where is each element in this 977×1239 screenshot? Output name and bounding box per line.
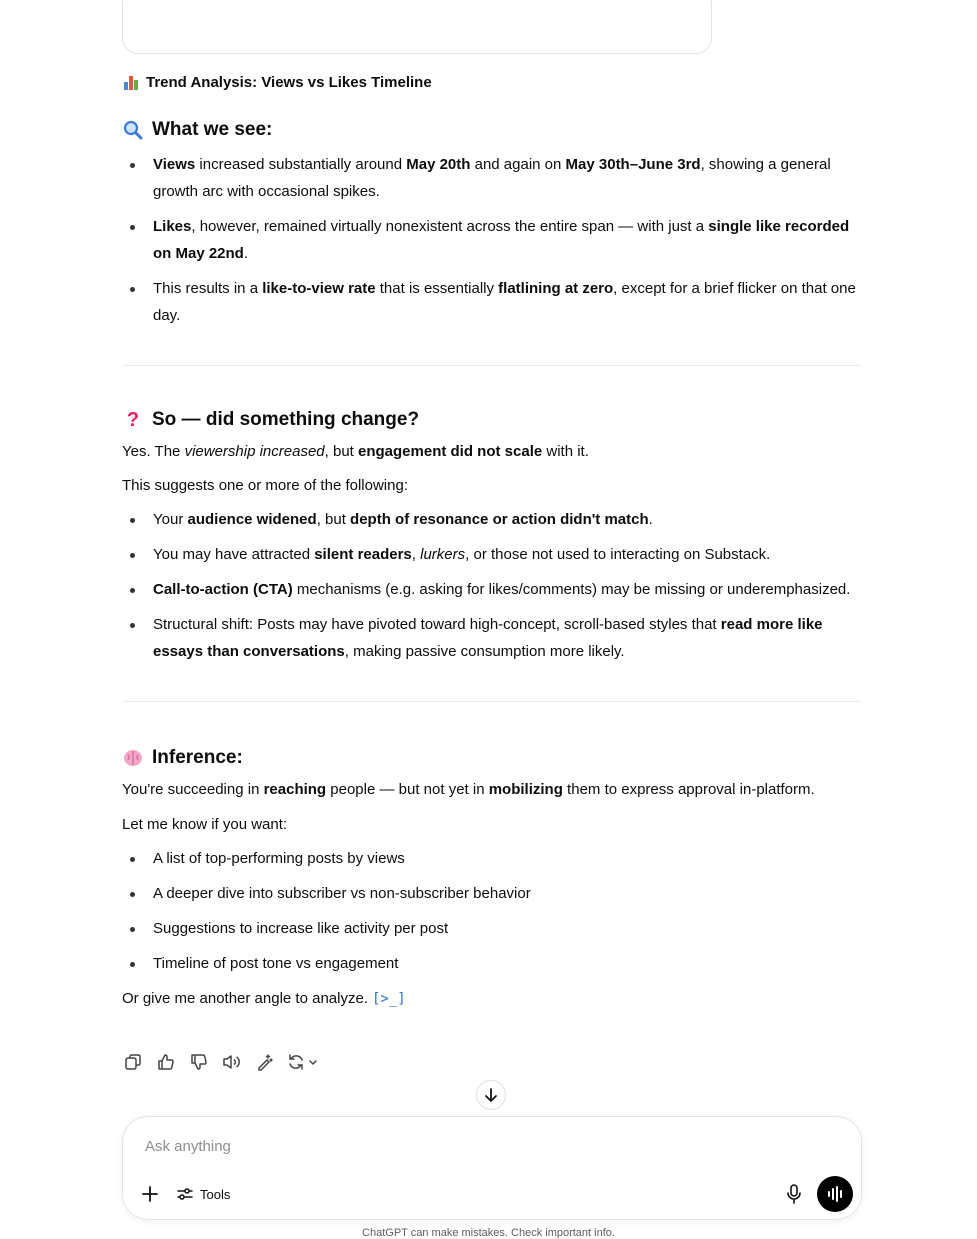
list-item: You may have attracted silent readers, lurkers, or those not used to interacting on Substack. (122, 541, 862, 568)
did-change-paragraph: Yes. The viewership increased, but engagement did not scale with it. (122, 443, 589, 460)
brain-icon (122, 749, 144, 767)
read-aloud-icon[interactable] (221, 1050, 243, 1074)
what-we-see-list (122, 151, 862, 329)
list-item: A list of top-performing posts by views (122, 845, 862, 872)
thumbs-down-icon[interactable] (188, 1050, 210, 1074)
inference-paragraph: You're succeeding in reaching people — but not yet in mobilizing them to express approval in-platform. (122, 781, 815, 798)
list-item: A deeper dive into subscriber vs non-subscriber behavior (122, 880, 862, 907)
inference-intro: Let me know if you want: (122, 816, 288, 833)
add-attachment-button[interactable] (139, 1183, 161, 1205)
list-item: Timeline of post tone vs engagement (122, 950, 862, 977)
dictate-button[interactable] (783, 1183, 805, 1205)
list-item: Likes, however, remained virtually nonexistent across the entire span — with just a single like recorded on May 22nd. (122, 213, 862, 267)
plus-icon (142, 1186, 158, 1202)
section-heading-did-change: ? So — did something change? (122, 402, 862, 438)
edit-wand-icon[interactable] (254, 1050, 276, 1074)
closing-line: Or give me another angle to analyze. [>_] (122, 990, 406, 1007)
list-item: Structural shift: Posts may have pivoted toward high-concept, scroll-based styles that read more like essays than conversations, making passive consumption more likely. (122, 611, 862, 665)
options-list (122, 845, 862, 977)
list-item: Call-to-action (CTA) mechanisms (e.g. asking for likes/comments) may be missing or underemphasized. (122, 576, 862, 603)
magnifying-glass-icon (122, 120, 144, 140)
sliders-icon (177, 1187, 193, 1201)
did-change-list (122, 506, 862, 665)
list-item: This results in a like-to-view rate that is essentially flatlining at zero, except for a brief flicker on that one day. (122, 275, 862, 329)
code-citation-icon[interactable]: [>_] (371, 991, 406, 1007)
voice-mode-button[interactable] (817, 1176, 853, 1212)
disclaimer-text: ChatGPT can make mistakes. Check important info. (362, 1227, 615, 1239)
microphone-icon (786, 1184, 802, 1204)
tools-button[interactable] (177, 1183, 230, 1205)
section-heading-what-we-see: What we see: (122, 112, 862, 148)
message-action-bar (122, 1050, 321, 1074)
list-item: Suggestions to increase like activity per post (122, 915, 862, 942)
did-change-intro: This suggests one or more of the following: (122, 477, 408, 494)
list-item: Your audience widened, but depth of resonance or action didn't match. (122, 506, 862, 533)
scroll-down-button[interactable] (476, 1080, 506, 1110)
bar-chart-icon (124, 76, 140, 90)
section-heading-inference: Inference: (122, 740, 862, 776)
thumbs-up-icon[interactable] (155, 1050, 177, 1074)
section-divider (122, 701, 862, 702)
section-divider (122, 365, 862, 366)
voice-waveform-icon (826, 1186, 844, 1202)
arrow-down-icon (484, 1087, 498, 1103)
assistant-message (122, 112, 862, 1013)
prompt-input[interactable] (143, 1131, 747, 1161)
previous-output-card (122, 0, 712, 54)
chart-caption (124, 74, 432, 91)
question-mark-icon: ? (126, 408, 140, 431)
chat-composer (122, 1116, 862, 1220)
chart-caption-text: Trend Analysis: Views vs Likes Timeline (146, 74, 432, 91)
regenerate-icon[interactable] (287, 1050, 321, 1074)
copy-icon[interactable] (122, 1050, 144, 1074)
tools-label: Tools (200, 1186, 231, 1202)
list-item: Views increased substantially around May 20th and again on May 30th–June 3rd, showing a general growth arc with occasional spikes. (122, 151, 862, 205)
